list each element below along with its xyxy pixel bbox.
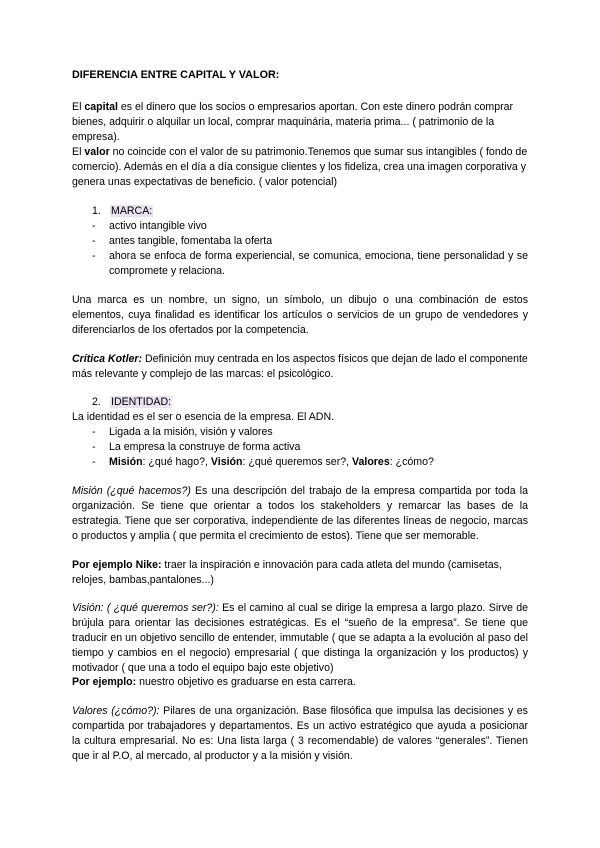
identidad-number: 2. [92,396,101,408]
identidad-heading [92,395,172,410]
marca-definition: Una marca es un nombre, un signo, un símbolo, un dibujo o una combinación de estos elementos, cuya finalidad es identificar los artículos o servicios de un grupo de vendedores y diferenciarlos de los ofertados por la competencia. [72,294,528,336]
capital-term: capital [84,101,118,113]
marca-bullet-2 [92,234,528,249]
vision-label: Visión [210,456,243,468]
capital-pre: El [72,101,85,113]
page-title: DIFERENCIA ENTRE CAPITAL Y VALOR: [72,69,280,81]
valores-question: : ¿cómo? [389,456,434,468]
mision-label: Misión [109,456,143,468]
mision-example-label: Por ejemplo Nike: [72,559,162,571]
identidad-bullet-1 [92,425,528,440]
capital-paragraph [72,100,528,145]
identidad-intro: La identidad es el ser o esencia de la empresa. El ADN. [72,411,335,423]
vision-paragraph [72,601,528,676]
marca-number: 1. [92,205,101,217]
bullet-text: Ligada a la misión, visión y valores [109,426,273,438]
valor-pre: El [72,146,85,158]
critica-label: Crítica Kotler: [72,353,143,365]
bullet-text: antes tangible, fomentaba la oferta [109,235,273,247]
identidad-bullet-2 [92,440,528,455]
mision-paragraph [72,484,528,544]
valores-text: Pilares de una organización. Base filosófica que impulsa las decisiones y es compartida por trabajadores y departamentos. Es un activo estratégico que ayuda a posicionar la cultura empresarial. No es: Una lista larga ( 3 recomendable) de valores “generales”. Tienen que ir al P.O, al mercado, al productor y a la misión y visión. [72,705,528,762]
critica-kotler [72,352,528,382]
marca-bullet-3 [92,249,528,279]
vision-label-italic: Visión: ( ¿qué queremos ser?): [72,602,219,614]
bullet-text: La empresa la construye de forma activa [109,441,301,453]
dash-marker: - [92,441,96,453]
vision-example [72,675,528,690]
bullet-text: ahora se enfoca de forma experiencial, se comunica, emociona, tiene personalidad y se compromete y relaciona. [109,250,528,277]
bullet-text [109,455,528,470]
vision-question: : ¿qué queremos ser?, [242,456,353,468]
mision-label-italic: Misión (¿qué hacemos?) [72,485,191,497]
valores-label-italic: Valores (¿cómo?): [72,705,160,717]
valores-label: Valores [352,456,390,468]
identidad-heading-text: IDENTIDAD: [111,396,172,408]
vision-example-text: nuestro objetivo es graduarse en esta carrera. [136,676,356,688]
marca-heading-text: MARCA: [111,205,153,217]
vision-example-label: Por ejemplo: [72,676,137,688]
mision-text: Es una descripción del trabajo de la empresa compartida por toda la organización. Se tiene que orientar a todos los stakeholders y remarcar las bases de la estrategia. Tiene que ser corporativa, independiente de las diferentes líneas de negocio, marcas o productos y amplia ( que permita el crecimiento de estos). Tiene que ser memorable. [72,485,529,542]
dash-marker: - [92,426,96,438]
valor-paragraph [72,145,528,190]
bullet-text: activo intangible vivo [109,220,207,232]
dash-marker: - [92,235,96,247]
valor-term: valor [84,146,110,158]
identidad-bullet-3 [92,455,528,470]
critica-text: Definición muy centrada en los aspectos físicos que dejan de lado el componente más relevante y complejo de las marcas: el psicológico. [72,353,528,380]
mision-example-text: traer la inspiración e innovación para cada atleta del mundo (camisetas, relojes, bambas,pantalones...) [72,559,502,586]
dash-marker: - [92,220,96,232]
valores-paragraph [72,704,528,764]
mision-example [72,558,528,588]
capital-text: es el dinero que los socios o empresarios aportan. Con este dinero podrán comprar bienes, adquirir o alquilar un local, comprar maquinária, materia prima... ( patrimonio de la empresa). [72,101,514,143]
mision-question: : ¿qué hago?, [142,456,211,468]
valor-text: no coincide con el valor de su patrimonio.Tenemos que sumar sus intangibles ( fondo de comercio). Además en el día a día consigue clientes y los fideliza, crea una imagen corporativa y genera unas expectativas de beneficio. ( valor potencial) [72,146,528,188]
vision-text: Es el camino al cual se dirige la empresa a largo plazo. Sirve de brújula para orientar las decisiones estratégicas. Es el “sueño de la empresa”. Se tiene que traducir en un objetivo sencillo de entender, immutable ( que se adapta a la evolución al paso del tiempo y cambios en el negocio) empresarial ( que distinga la organización y los productos) y motivador ( que una a todo el equipo bajo este objetivo) [72,602,528,674]
dash-marker: - [92,250,96,262]
dash-marker: - [92,456,96,468]
marca-bullet-1 [92,219,528,234]
marca-heading [92,204,153,219]
